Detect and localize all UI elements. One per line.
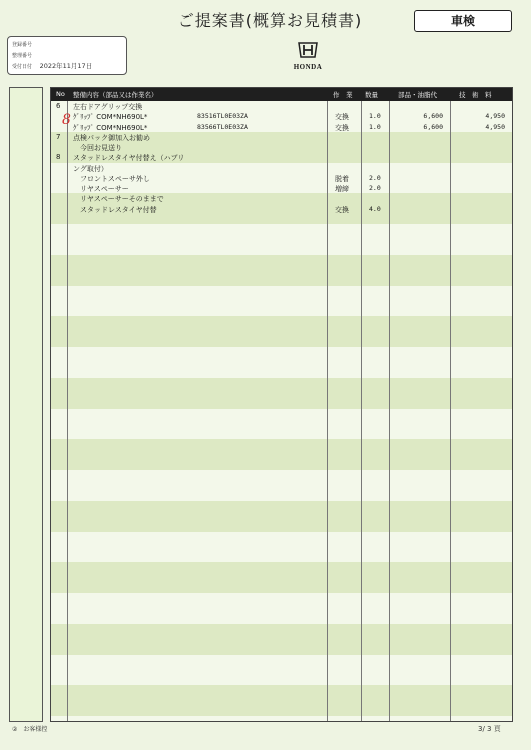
left-margin-panel bbox=[9, 87, 43, 722]
stripe-band bbox=[51, 439, 512, 449]
cell-name: ング取付） bbox=[73, 164, 108, 173]
stripe-band bbox=[51, 275, 512, 285]
cell-qty: 2.0 bbox=[369, 173, 381, 182]
cell-no: 7 bbox=[56, 132, 61, 141]
cell-name: 左右ドアグリップ交換 bbox=[73, 103, 143, 111]
stripe-band bbox=[51, 214, 512, 224]
divider bbox=[327, 101, 328, 721]
cell-no: 6 bbox=[56, 102, 61, 110]
cell-parts-cost: 6,600 bbox=[423, 112, 443, 121]
cell-name: 今回お見送り bbox=[73, 144, 122, 152]
stripe-band bbox=[51, 265, 512, 275]
cell-tech-fee: 4,950 bbox=[485, 122, 505, 131]
stripe-band bbox=[51, 460, 512, 470]
cell-part: 83566TL0E03ZA bbox=[197, 122, 248, 131]
cell-name: ｸﾞﾘｯﾌﾟ COM*NH690L* bbox=[73, 123, 148, 132]
col-work: 作 業 bbox=[333, 91, 353, 99]
stripe-band bbox=[51, 501, 512, 511]
cell-qty: 1.0 bbox=[369, 112, 381, 121]
page-number: 3/ 3 頁 bbox=[478, 725, 501, 733]
cell-name: スタッドレスタイヤ付替え（ハブリ bbox=[73, 154, 185, 163]
date-row bbox=[12, 61, 92, 70]
cell-work: 交換 bbox=[335, 113, 349, 122]
cell-name: 点検パック御加入お勧め bbox=[73, 133, 150, 142]
cell-parts-cost: 6,600 bbox=[423, 122, 443, 131]
stripe-band bbox=[51, 644, 512, 654]
stripe-band bbox=[51, 337, 512, 347]
honda-logo bbox=[288, 42, 328, 72]
col-qty: 数量 bbox=[365, 91, 378, 99]
cell-work: 脱着 bbox=[335, 174, 349, 183]
stripe-band bbox=[51, 521, 512, 531]
stripe-band bbox=[51, 450, 512, 460]
cell-work: 交換 bbox=[335, 123, 349, 132]
stripe-band bbox=[51, 255, 512, 265]
stripe-band bbox=[51, 624, 512, 634]
table-header bbox=[51, 88, 512, 101]
handwritten-mark: 8 bbox=[62, 112, 71, 128]
divider bbox=[389, 101, 390, 721]
cell-name: スタッドレスタイヤ付替 bbox=[73, 205, 157, 214]
stripe-band bbox=[51, 696, 512, 706]
cell-work: 交換 bbox=[335, 205, 349, 214]
stripe-band bbox=[51, 398, 512, 408]
stripe-band bbox=[51, 583, 512, 593]
brand-name: HONDA bbox=[293, 63, 323, 71]
stripe-band bbox=[51, 562, 512, 572]
cell-part: 83516TL0E03ZA bbox=[197, 112, 248, 121]
divider bbox=[450, 101, 451, 721]
col-no: No bbox=[56, 90, 65, 98]
copy-label: ② お客様控 bbox=[12, 726, 48, 733]
stripe-band bbox=[51, 634, 512, 644]
cell-name: フロントスペーサ外し bbox=[73, 174, 150, 183]
col-parts-cost: 部品・油脂代 bbox=[398, 91, 437, 99]
stripe-band bbox=[51, 316, 512, 326]
cell-name: リヤスペーサーそのままで bbox=[73, 195, 164, 204]
stripe-band bbox=[51, 388, 512, 398]
stripe-band bbox=[51, 573, 512, 583]
cell-tech-fee: 4,950 bbox=[485, 112, 505, 121]
receipt-date: 2022年11月17日 bbox=[39, 62, 93, 70]
reference-label: 整理番号 bbox=[12, 53, 33, 59]
col-tech-fee: 技 術 料 bbox=[459, 91, 492, 99]
cell-qty: 1.0 bbox=[369, 122, 381, 131]
cell-qty: 4.0 bbox=[369, 204, 381, 213]
info-box bbox=[7, 36, 127, 75]
col-item: 整備内容（部品又は作業名） bbox=[73, 91, 158, 99]
stripe-band bbox=[51, 685, 512, 695]
registration-label: 登録番号 bbox=[12, 42, 33, 48]
divider bbox=[67, 101, 68, 721]
stripe-band bbox=[51, 706, 512, 716]
cell-no: 8 bbox=[56, 153, 61, 162]
document-title: ご提案書(概算お見積書) bbox=[177, 11, 363, 30]
divider bbox=[361, 101, 362, 721]
cell-name: リヤスペーサー bbox=[73, 185, 129, 193]
cell-qty: 2.0 bbox=[369, 184, 381, 192]
stripe-band bbox=[51, 327, 512, 337]
estimate-table bbox=[50, 87, 513, 722]
date-label: 受付日付 bbox=[12, 64, 33, 70]
stripe-band bbox=[51, 511, 512, 521]
honda-wing-icon bbox=[297, 42, 319, 58]
inspection-badge: 車検 bbox=[414, 10, 512, 32]
cell-work: 増締 bbox=[335, 185, 349, 193]
stripe-band bbox=[51, 378, 512, 388]
cell-name: ｸﾞﾘｯﾌﾟ COM*NH690L* bbox=[73, 113, 148, 122]
